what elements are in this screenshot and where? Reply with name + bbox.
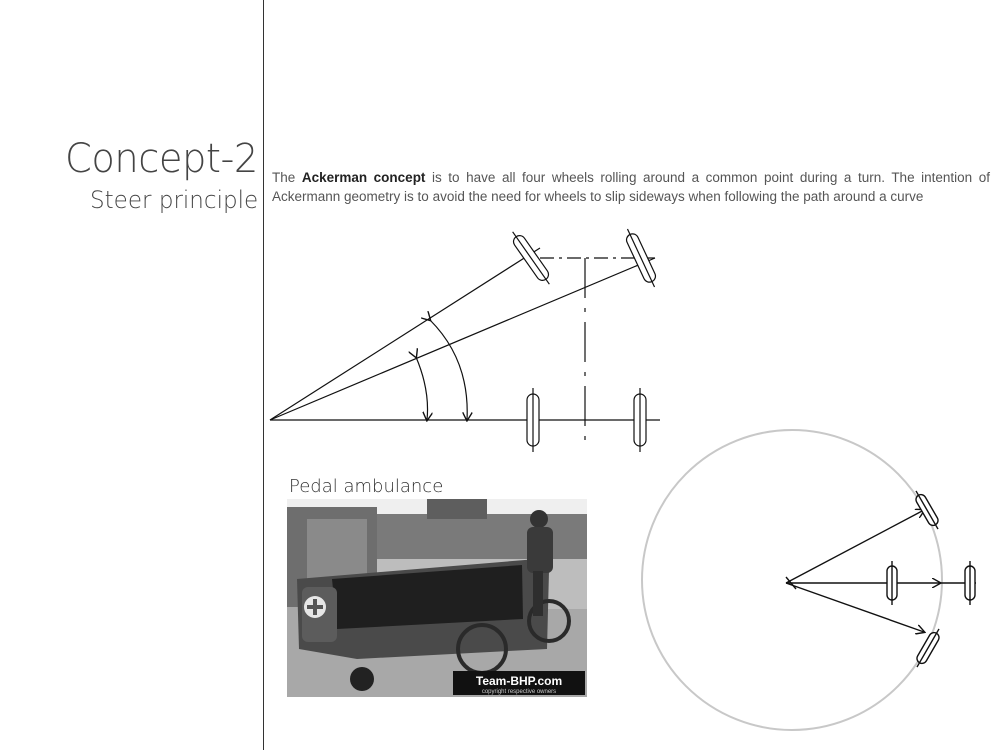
rear-left-wheel: [527, 388, 539, 452]
rear-right-wheel: [634, 388, 646, 452]
description-bold-term: Ackerman concept: [301, 170, 426, 185]
page-title: Concept-2: [65, 136, 258, 182]
description-prefix: The: [272, 170, 302, 185]
circle-diagram: [642, 430, 976, 730]
photo-caption: Pedal ambulance: [289, 476, 444, 497]
ray-inner-wheel: [270, 248, 540, 420]
description-rest: is to have all four wheels rolling around a common point during a turn. The intention of Ackermann geometry is to avoid the need for wheels to slip sideways when following the path around a curve: [272, 170, 990, 204]
ray-outer-wheel: [270, 258, 655, 420]
top-diagram: [270, 226, 660, 452]
pedal-ambulance-photo: [287, 499, 587, 697]
vector-lower: [786, 583, 924, 632]
vector-upper: [786, 510, 924, 583]
watermark-subtext: copyright respective owners: [481, 689, 557, 695]
rider: [530, 510, 548, 528]
angle-arc-inner: [416, 357, 428, 420]
page-subtitle: Steer principle: [89, 186, 258, 214]
wheel-middle-outer: [965, 561, 975, 605]
building-back: [377, 514, 587, 559]
angle-arc-outer: [430, 320, 467, 420]
watermark-text: Team-BHP.com: [475, 674, 563, 688]
wheel-middle-inner: [887, 561, 897, 605]
